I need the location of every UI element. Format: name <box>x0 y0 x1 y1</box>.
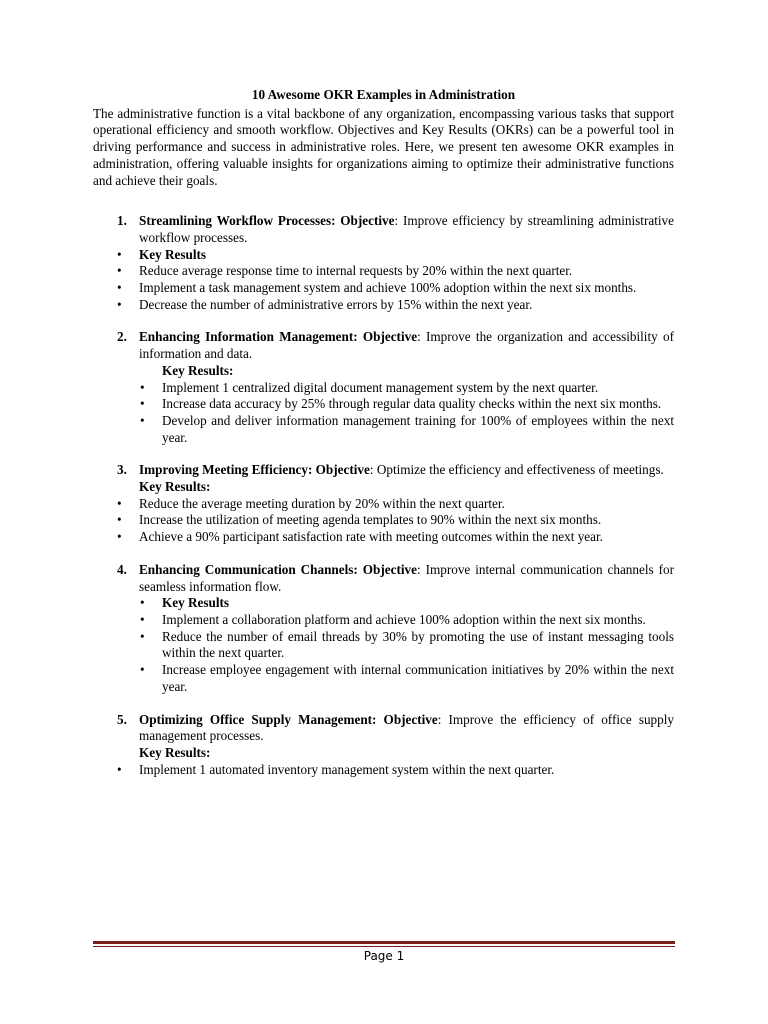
section-objective: : Improve the organization and accessibility of information and data. <box>139 329 674 362</box>
bullet-icon: • <box>140 595 145 611</box>
key-results-label: • Key Results <box>140 595 230 611</box>
bullet-icon: • <box>140 379 145 395</box>
section-title: Improving Meeting Efficiency: Objective <box>139 462 370 478</box>
document-title: 10 Awesome OKR Examples in Administration <box>251 87 516 102</box>
list-item: • Develop and deliver information management training for 100% of employees within the next year. <box>140 412 674 445</box>
key-results-list <box>139 380 674 447</box>
section-title: Enhancing Communication Channels: Objective <box>139 561 417 577</box>
okr-section-2 <box>93 329 674 446</box>
footer-divider-thick <box>93 941 675 944</box>
section-number: 3. <box>117 462 127 478</box>
list-item: • Achieve a 90% participant satisfaction rate with meeting outcomes within the next year. <box>117 529 603 545</box>
key-results-list <box>139 612 674 696</box>
list-item: • Reduce average response time to internal requests by 20% within the next quarter. <box>117 263 573 279</box>
footer-divider-thin <box>93 946 675 947</box>
list-item: • Increase data accuracy by 25% through regular data quality checks within the next six months. <box>140 396 662 412</box>
bullet-icon: • <box>117 761 122 777</box>
key-results-label: Key Results: <box>139 744 211 760</box>
bullet-icon: • <box>117 246 122 262</box>
key-results-list <box>117 263 674 313</box>
section-objective: : Optimize the efficiency and effectiveness of meetings. <box>369 462 664 478</box>
okr-section-4 <box>93 562 674 696</box>
list-item: • Implement 1 automated inventory management system within the next quarter. <box>117 761 555 777</box>
section-heading <box>139 329 674 362</box>
key-results-label: • Key Results <box>117 246 207 262</box>
section-number: 2. <box>117 329 127 345</box>
section-number: 5. <box>117 711 127 727</box>
key-results-label: Key Results: <box>139 479 211 495</box>
list-item: • Implement a task management system and achieve 100% adoption within the next six months. <box>117 280 637 296</box>
list-item: • Increase employee engagement with internal communication initiatives by 20% within the next year. <box>140 662 674 694</box>
list-item: • Reduce the number of email threads by 30% by promoting the use of instant messaging tools within the next quarter. <box>140 628 674 661</box>
section-title: Streamlining Workflow Processes: Objective <box>139 213 395 229</box>
section-heading <box>139 562 674 595</box>
bullet-icon: • <box>117 296 122 312</box>
intro-paragraph: The administrative function is a vital backbone of any organization, encompassing various tasks that support operational efficiency and smooth workflow. Objectives and Key Results (OKRs) can be a powerful tool in driving performance and success in administrative roles. Here, we present ten awesome OKR examples in administration, offering valuable insights for organizations aiming to optimize their administrative functions and achieve their goals. <box>93 105 674 188</box>
list-item: • Decrease the number of administrative errors by 15% within the next year. <box>117 296 533 312</box>
list-item: • Implement a collaboration platform and achieve 100% adoption within the next six months. <box>140 611 646 627</box>
page-number: Page 1 <box>363 949 405 963</box>
section-objective: : Improve the efficiency of office supply management processes. <box>139 711 674 744</box>
okr-section-5 <box>93 712 674 779</box>
list-item: • Increase the utilization of meeting agenda templates to 90% within the next six months. <box>117 512 602 528</box>
section-heading <box>139 213 674 246</box>
bullet-icon: • <box>117 529 122 545</box>
section-number: 4. <box>117 561 127 577</box>
bullet-icon: • <box>140 662 145 678</box>
section-heading <box>139 712 674 745</box>
bullet-icon: • <box>117 495 122 511</box>
bullet-icon: • <box>117 263 122 279</box>
bullet-icon: • <box>140 412 145 428</box>
bullet-icon: • <box>140 628 145 644</box>
section-heading <box>139 462 674 479</box>
document-body <box>93 87 674 778</box>
bullet-icon: • <box>117 280 122 296</box>
bullet-icon: • <box>117 512 122 528</box>
key-results-list <box>117 495 674 546</box>
section-objective: : Improve efficiency by streamlining administrative workflow processes. <box>139 213 674 245</box>
key-results-list <box>117 761 674 779</box>
bullet-icon: • <box>140 396 145 412</box>
list-item: • Implement 1 centralized digital document management system by the next quarter. <box>140 379 599 395</box>
okr-section-1 <box>93 213 674 313</box>
section-title: Optimizing Office Supply Management: Objective <box>139 711 438 727</box>
section-number: 1. <box>117 213 127 229</box>
section-title: Enhancing Information Management: Objective <box>139 329 418 345</box>
list-item: • Reduce the average meeting duration by 20% within the next quarter. <box>117 495 505 511</box>
okr-section-3 <box>93 462 674 546</box>
section-objective: : Improve internal communication channels for seamless information flow. <box>139 561 674 594</box>
bullet-icon: • <box>140 611 145 627</box>
key-results-label: Key Results: <box>162 362 234 378</box>
